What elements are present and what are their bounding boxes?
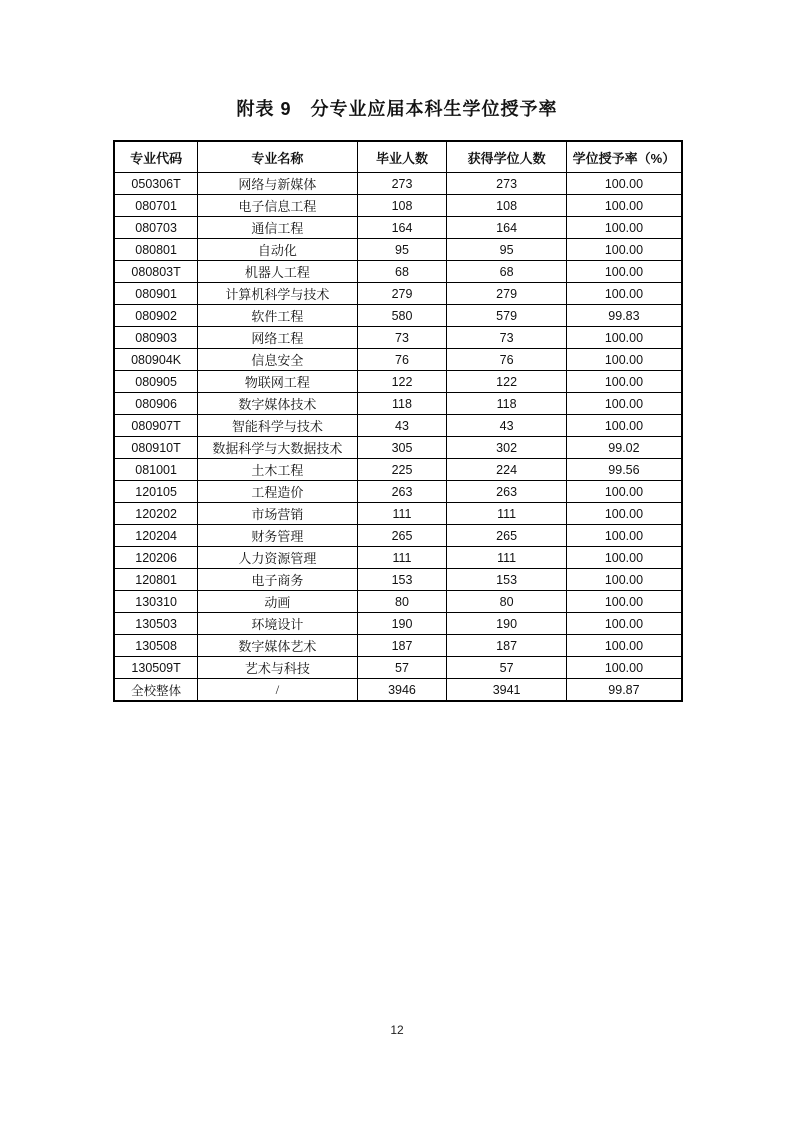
major-code-cell: 080701 — [114, 195, 198, 217]
major-name-cell: 数据科学与大数据技术 — [198, 437, 357, 459]
graduates-cell: 225 — [357, 459, 447, 481]
table-row — [114, 481, 682, 503]
degrees-awarded-cell: 43 — [447, 415, 567, 437]
major-name-cell: 计算机科学与技术 — [198, 283, 357, 305]
header-graduates: 毕业人数 — [357, 141, 447, 173]
graduates-cell: 73 — [357, 327, 447, 349]
graduates-cell: 580 — [357, 305, 447, 327]
degrees-awarded-cell: 263 — [447, 481, 567, 503]
degrees-awarded-cell: 187 — [447, 635, 567, 657]
table-row — [114, 547, 682, 569]
degrees-awarded-cell: 302 — [447, 437, 567, 459]
major-code-cell: 081001 — [114, 459, 198, 481]
header-degrees-awarded: 获得学位人数 — [447, 141, 567, 173]
table-row — [114, 371, 682, 393]
award-rate-cell: 100.00 — [566, 415, 682, 437]
table-row — [114, 657, 682, 679]
major-name-cell: 通信工程 — [198, 217, 357, 239]
table-row — [114, 393, 682, 415]
award-rate-cell: 100.00 — [566, 547, 682, 569]
graduates-cell: 187 — [357, 635, 447, 657]
page-number: 12 — [390, 1023, 404, 1037]
major-name-cell: 财务管理 — [198, 525, 357, 547]
graduates-cell: 279 — [357, 283, 447, 305]
major-code-cell: 080910T — [114, 437, 198, 459]
major-code-cell: 080907T — [114, 415, 198, 437]
degrees-awarded-cell: 68 — [447, 261, 567, 283]
graduates-cell: 57 — [357, 657, 447, 679]
major-code-cell: 080803T — [114, 261, 198, 283]
award-rate-cell: 100.00 — [566, 327, 682, 349]
table-header-row — [114, 141, 682, 173]
major-name-cell: 软件工程 — [198, 305, 357, 327]
award-rate-cell: 100.00 — [566, 371, 682, 393]
major-name-cell: 电子信息工程 — [198, 195, 357, 217]
major-code-cell: 080902 — [114, 305, 198, 327]
table-caption: 附表 9 分专业应届本科生学位授予率 — [236, 99, 558, 119]
award-rate-cell: 100.00 — [566, 635, 682, 657]
major-name-cell: 网络工程 — [198, 327, 357, 349]
table-row — [114, 459, 682, 481]
major-code-cell: 050306T — [114, 173, 198, 195]
table-row — [114, 415, 682, 437]
major-code-cell: 080901 — [114, 283, 198, 305]
table-total-row — [114, 679, 682, 702]
award-rate-cell: 100.00 — [566, 349, 682, 371]
table-row — [114, 591, 682, 613]
major-name-cell: 市场营销 — [198, 503, 357, 525]
major-name-cell: 工程造价 — [198, 481, 357, 503]
degrees-awarded-cell: 579 — [447, 305, 567, 327]
major-code-cell: 120105 — [114, 481, 198, 503]
major-name-cell: 电子商务 — [198, 569, 357, 591]
degrees-awarded-cell: 95 — [447, 239, 567, 261]
major-code-cell: 130509T — [114, 657, 198, 679]
degrees-awarded-cell: 122 — [447, 371, 567, 393]
major-code-cell: 全校整体 — [114, 679, 198, 702]
award-rate-cell: 100.00 — [566, 195, 682, 217]
table-row — [114, 305, 682, 327]
major-name-cell: 数字媒体艺术 — [198, 635, 357, 657]
table-body — [114, 173, 682, 702]
major-name-cell: 数字媒体技术 — [198, 393, 357, 415]
award-rate-cell: 100.00 — [566, 239, 682, 261]
table-row — [114, 195, 682, 217]
table-row — [114, 613, 682, 635]
table-row — [114, 239, 682, 261]
award-rate-cell: 100.00 — [566, 393, 682, 415]
major-code-cell: 130503 — [114, 613, 198, 635]
header-major-code: 专业代码 — [114, 141, 198, 173]
graduates-cell: 43 — [357, 415, 447, 437]
award-rate-cell: 99.02 — [566, 437, 682, 459]
major-code-cell: 120202 — [114, 503, 198, 525]
table-row — [114, 437, 682, 459]
major-code-cell: 080904K — [114, 349, 198, 371]
graduates-cell: 164 — [357, 217, 447, 239]
major-name-cell: 物联网工程 — [198, 371, 357, 393]
award-rate-cell: 100.00 — [566, 525, 682, 547]
major-code-cell: 120801 — [114, 569, 198, 591]
major-name-cell: 自动化 — [198, 239, 357, 261]
major-code-cell: 120204 — [114, 525, 198, 547]
degree-award-rate-table — [113, 140, 683, 702]
degrees-awarded-cell: 76 — [447, 349, 567, 371]
graduates-cell: 68 — [357, 261, 447, 283]
award-rate-cell: 100.00 — [566, 173, 682, 195]
major-name-cell: / — [198, 679, 357, 702]
award-rate-cell: 99.56 — [566, 459, 682, 481]
degrees-awarded-cell: 80 — [447, 591, 567, 613]
degrees-awarded-cell: 273 — [447, 173, 567, 195]
award-rate-cell: 100.00 — [566, 217, 682, 239]
degrees-awarded-cell: 153 — [447, 569, 567, 591]
major-code-cell: 130310 — [114, 591, 198, 613]
award-rate-cell: 100.00 — [566, 503, 682, 525]
graduates-cell: 122 — [357, 371, 447, 393]
degrees-awarded-cell: 190 — [447, 613, 567, 635]
degrees-awarded-cell: 164 — [447, 217, 567, 239]
graduates-cell: 108 — [357, 195, 447, 217]
major-name-cell: 网络与新媒体 — [198, 173, 357, 195]
award-rate-cell: 99.83 — [566, 305, 682, 327]
graduates-cell: 95 — [357, 239, 447, 261]
degrees-awarded-cell: 118 — [447, 393, 567, 415]
major-code-cell: 130508 — [114, 635, 198, 657]
graduates-cell: 273 — [357, 173, 447, 195]
table-row — [114, 569, 682, 591]
degrees-awarded-cell: 224 — [447, 459, 567, 481]
degrees-awarded-cell: 73 — [447, 327, 567, 349]
header-award-rate: 学位授予率（%） — [566, 141, 682, 173]
table-row — [114, 635, 682, 657]
graduates-cell: 111 — [357, 547, 447, 569]
award-rate-cell: 100.00 — [566, 261, 682, 283]
degrees-awarded-cell: 265 — [447, 525, 567, 547]
major-name-cell: 动画 — [198, 591, 357, 613]
degrees-awarded-cell: 111 — [447, 503, 567, 525]
award-rate-cell: 100.00 — [566, 569, 682, 591]
award-rate-cell: 99.87 — [566, 679, 682, 702]
award-rate-cell: 100.00 — [566, 283, 682, 305]
award-rate-cell: 100.00 — [566, 657, 682, 679]
graduates-cell: 305 — [357, 437, 447, 459]
table-row — [114, 503, 682, 525]
major-name-cell: 环境设计 — [198, 613, 357, 635]
major-code-cell: 080903 — [114, 327, 198, 349]
major-name-cell: 机器人工程 — [198, 261, 357, 283]
graduates-cell: 190 — [357, 613, 447, 635]
award-rate-cell: 100.00 — [566, 481, 682, 503]
award-rate-cell: 100.00 — [566, 613, 682, 635]
table-row — [114, 327, 682, 349]
major-code-cell: 080905 — [114, 371, 198, 393]
graduates-cell: 153 — [357, 569, 447, 591]
graduates-cell: 263 — [357, 481, 447, 503]
graduates-cell: 118 — [357, 393, 447, 415]
table-row — [114, 525, 682, 547]
major-name-cell: 艺术与科技 — [198, 657, 357, 679]
degrees-awarded-cell: 3941 — [447, 679, 567, 702]
table-row — [114, 217, 682, 239]
major-code-cell: 080906 — [114, 393, 198, 415]
degrees-awarded-cell: 57 — [447, 657, 567, 679]
table-row — [114, 283, 682, 305]
table-row — [114, 173, 682, 195]
major-name-cell: 土木工程 — [198, 459, 357, 481]
table-row — [114, 349, 682, 371]
major-code-cell: 080801 — [114, 239, 198, 261]
table-row — [114, 261, 682, 283]
major-code-cell: 120206 — [114, 547, 198, 569]
major-name-cell: 智能科学与技术 — [198, 415, 357, 437]
header-major-name: 专业名称 — [198, 141, 357, 173]
major-code-cell: 080703 — [114, 217, 198, 239]
graduates-cell: 3946 — [357, 679, 447, 702]
graduates-cell: 265 — [357, 525, 447, 547]
award-rate-cell: 100.00 — [566, 591, 682, 613]
graduates-cell: 111 — [357, 503, 447, 525]
degrees-awarded-cell: 279 — [447, 283, 567, 305]
degrees-awarded-cell: 108 — [447, 195, 567, 217]
graduates-cell: 80 — [357, 591, 447, 613]
graduates-cell: 76 — [357, 349, 447, 371]
major-name-cell: 信息安全 — [198, 349, 357, 371]
degrees-awarded-cell: 111 — [447, 547, 567, 569]
major-name-cell: 人力资源管理 — [198, 547, 357, 569]
